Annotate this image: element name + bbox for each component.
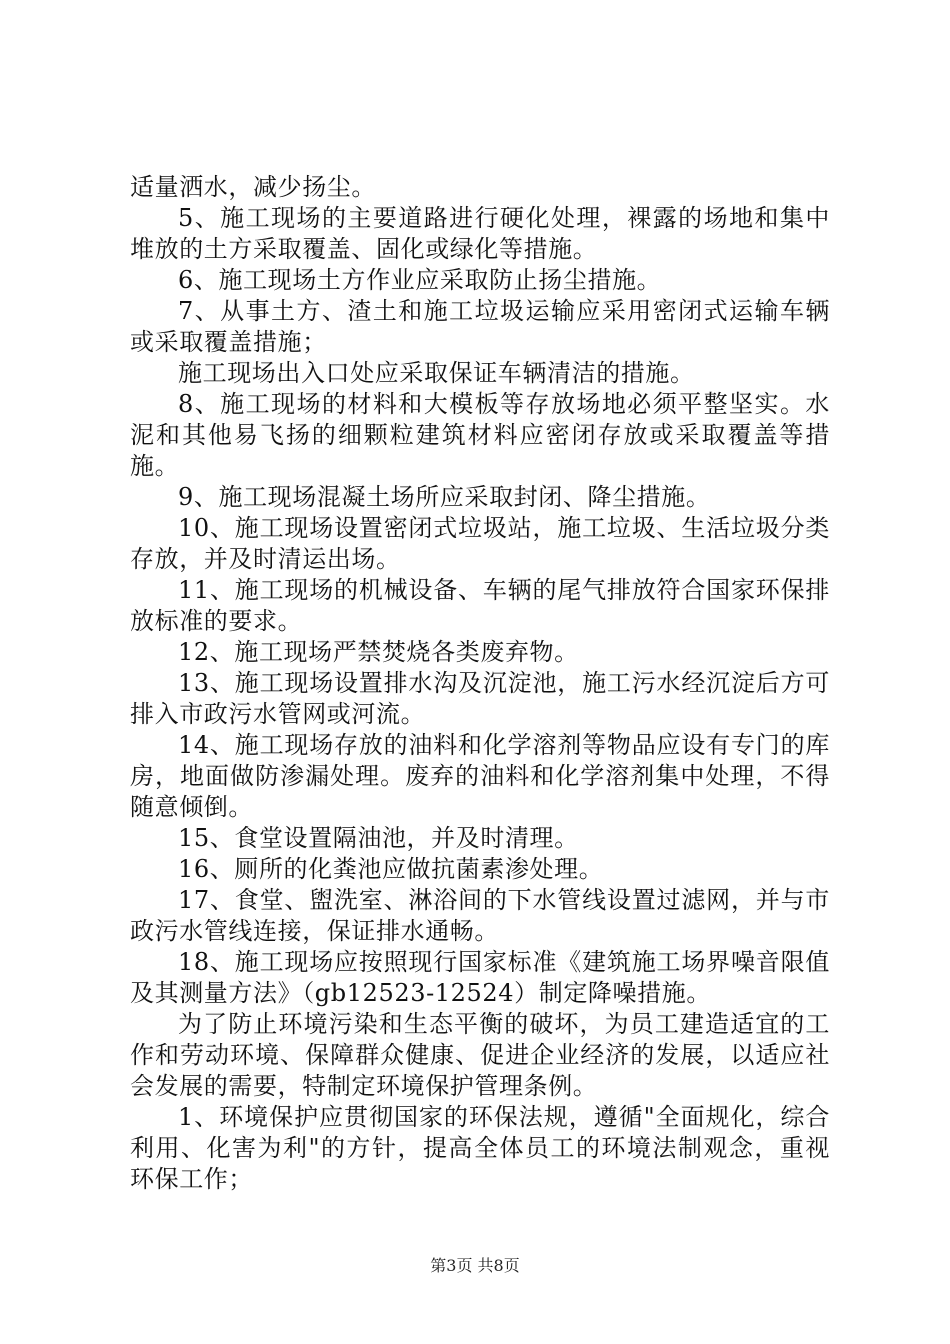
paragraph: 7、从事土方、渣土和施工垃圾运输应采用密闭式运输车辆或采取覆盖措施； [130,297,830,356]
paragraph: 1、环境保护应贯彻国家的环保法规，遵循"全面规化，综合利用、化害为利"的方针，提高全体员工的环境法制观念，重视环保工作； [130,1103,830,1193]
paragraph: 施工现场出入口处应采取保证车辆清洁的措施。 [178,359,695,387]
document-body [130,172,830,1195]
paragraph: 14、施工现场存放的油料和化学溶剂等物品应设有专门的库房，地面做防渗漏处理。废弃的油料和化学溶剂集中处理，不得随意倾倒。 [130,731,830,821]
paragraph: 8、施工现场的材料和大模板等存放场地必须平整坚实。水泥和其他易飞扬的细颗粒建筑材料应密闭存放或采取覆盖等措施。 [130,390,830,480]
paragraph: 5、施工现场的主要道路进行硬化处理，裸露的场地和集中堆放的土方采取覆盖、固化或绿化等措施。 [130,204,830,263]
paragraph: 18、施工现场应按照现行国家标准《建筑施工场界噪音限值及其测量方法》（gb12523-12524）制定降噪措施。 [130,948,830,1007]
paragraph: 12、施工现场严禁焚烧各类废弃物。 [178,638,579,666]
paragraph: 15、食堂设置隔油池，并及时清理。 [178,824,579,852]
paragraph: 为了防止环境污染和生态平衡的破坏，为员工建造适宜的工作和劳动环境、保障群众健康、促进企业经济的发展，以适应社会发展的需要，特制定环境保护管理条例。 [130,1010,830,1100]
paragraph: 16、厕所的化粪池应做抗菌素渗处理。 [178,855,604,883]
paragraph: 6、施工现场土方作业应采取防止扬尘措施。 [178,266,662,294]
paragraph: 适量洒水，减少扬尘。 [130,173,376,201]
paragraph: 10、施工现场设置密闭式垃圾站，施工垃圾、生活垃圾分类存放，并及时清运出场。 [130,514,830,573]
paragraph: 11、施工现场的机械设备、车辆的尾气排放符合国家环保排放标准的要求。 [130,576,830,635]
paragraph: 13、施工现场设置排水沟及沉淀池，施工污水经沉淀后方可排入市政污水管网或河流。 [130,669,830,728]
paragraph: 9、施工现场混凝土场所应采取封闭、降尘措施。 [178,483,711,511]
page-number-footer: 第3页 共8页 [430,1256,520,1275]
paragraph: 17、食堂、盥洗室、淋浴间的下水管线设置过滤网，并与市政污水管线连接，保证排水通畅。 [130,886,830,945]
